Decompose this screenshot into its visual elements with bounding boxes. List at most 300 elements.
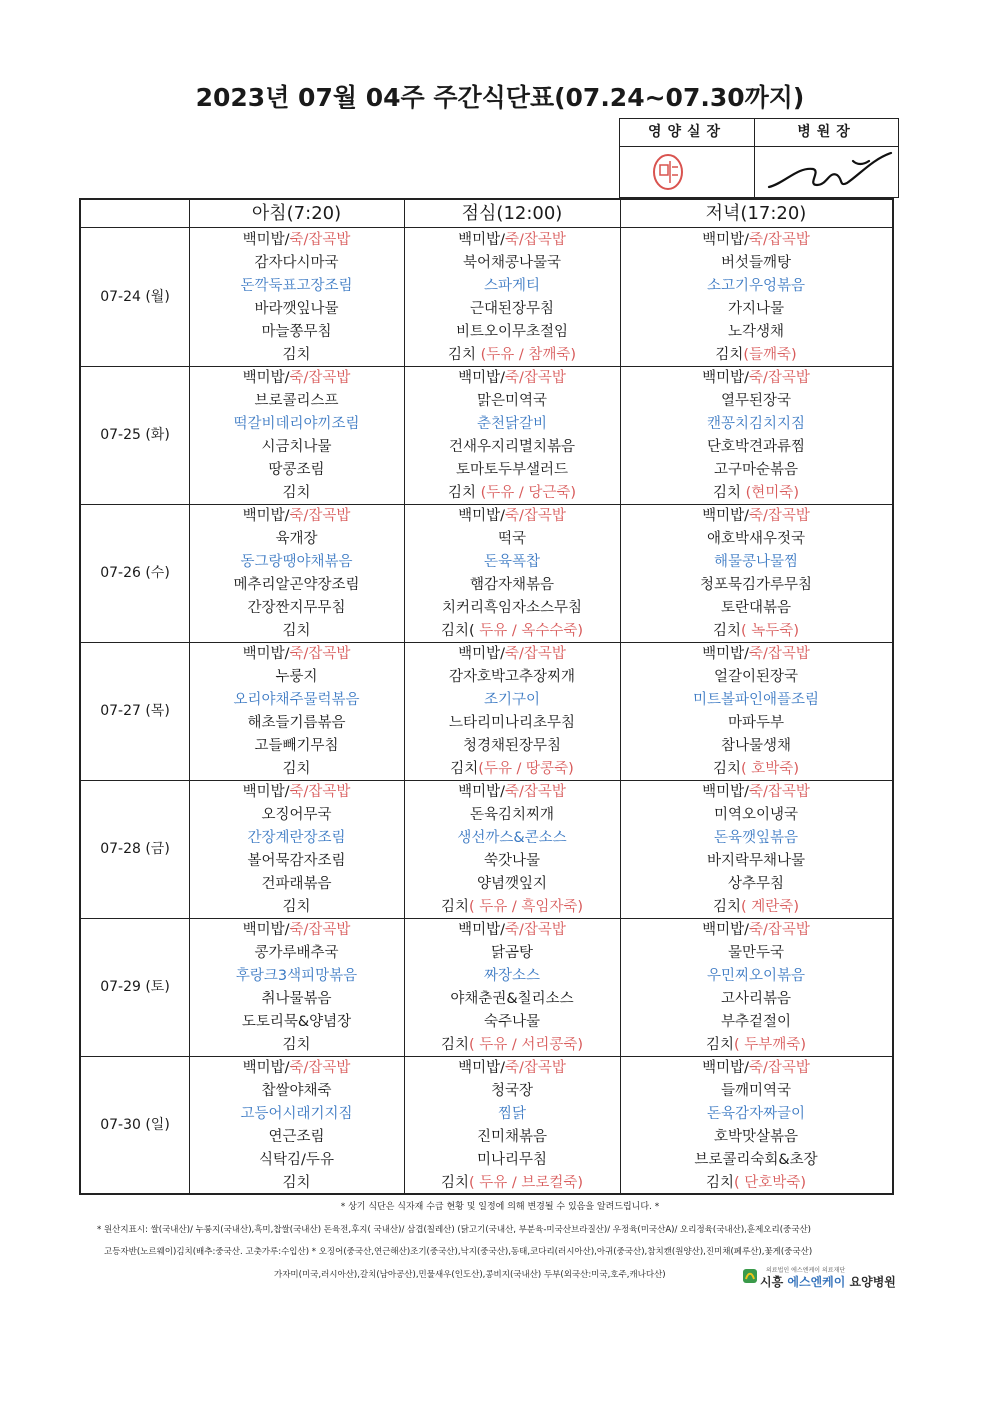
menu-item-text: 백미밥/ (458, 645, 505, 662)
menu-item-note: (두유 / 참깨죽) (480, 346, 577, 363)
header-breakfast: 아침(7:20) (251, 203, 342, 224)
menu-item-text: 부추겉절이 (720, 1013, 792, 1030)
menu-item-text: 백미밥/ (458, 369, 505, 386)
menu-item-text: 고등어시래기지짐 (240, 1105, 353, 1122)
menu-item-note: 죽/잡곡밥 (289, 645, 351, 662)
menu-item (456, 322, 568, 342)
menu-item-text: 돈육깻잎볶음 (713, 829, 799, 846)
menu-item-text: 고구마순볶음 (713, 461, 799, 478)
menu-item (702, 644, 810, 664)
menu-item-note: 죽/잡곡밥 (748, 783, 810, 800)
menu-item-note: 죽/잡곡밥 (748, 507, 810, 524)
day-date: 07-24 (월) (100, 289, 170, 305)
menu-item (282, 621, 310, 641)
header-lunch: 점심(12:00) (461, 203, 563, 224)
menu-item-text: 고사리볶음 (720, 990, 792, 1007)
menu-item (707, 851, 805, 871)
menu-item (450, 989, 573, 1009)
menu-item (261, 437, 331, 457)
menu-item-note: 죽/잡곡밥 (504, 507, 566, 524)
menu-item-note: 죽/잡곡밥 (289, 369, 351, 386)
menu-item-text: 김치 (706, 1036, 735, 1053)
menu-item-text: 백미밥/ (702, 231, 749, 248)
menu-item-text: 김치 (440, 1036, 469, 1053)
menu-item (268, 460, 324, 480)
menu-item (477, 414, 547, 434)
menu-item (247, 851, 345, 871)
menu-item (721, 989, 791, 1009)
menu-item-text: 조기구이 (483, 691, 541, 708)
menu-item (458, 368, 566, 388)
menu-item-note: 죽/잡곡밥 (748, 921, 810, 938)
menu-item (700, 575, 812, 595)
lunch-cell (404, 504, 620, 642)
menu-item-text: 도토리묵&양념장 (241, 1013, 352, 1030)
menu-item-text: 돈육감자짜글이 (706, 1105, 806, 1122)
menu-item-note: 두유 / 옥수수죽) (474, 622, 584, 639)
menu-item-text: 오징어무국 (261, 806, 332, 823)
menu-item (254, 299, 338, 319)
menu-item-note: ( 두부깨죽) (734, 1036, 806, 1053)
breakfast-cell (189, 228, 404, 366)
menu-item-text: 야채춘권&칠리소스 (450, 990, 574, 1007)
menu-item-text: 미역오이냉국 (713, 806, 799, 823)
menu-item-text: 간장짠지무무침 (247, 599, 346, 616)
menu-item (247, 598, 345, 618)
menu-item (243, 368, 351, 388)
menu-item (721, 1081, 791, 1101)
menu-item (721, 736, 791, 756)
menu-item (261, 1081, 331, 1101)
day-row (81, 642, 892, 781)
logo-title-b: 에스엔케이 (787, 1275, 846, 1289)
menu-item-text: 김치 (447, 484, 481, 501)
menu-item-text: 미나리무침 (476, 1151, 548, 1168)
menu-item (694, 1150, 817, 1170)
day-row (81, 228, 892, 367)
menu-item (463, 253, 561, 273)
menu-item-text: 햄감자채볶음 (469, 576, 555, 593)
menu-item (470, 575, 554, 595)
menu-item (477, 1150, 547, 1170)
lunch-cell (404, 1056, 620, 1194)
menu-item-text: 단호박견과류찜 (706, 438, 806, 455)
menu-item-text: 김치 (713, 484, 746, 501)
menu-item-text: 떡갈비데리야끼조림 (233, 415, 360, 432)
menu-item-text: 느타리미나리초무침 (448, 714, 576, 731)
menu-item (441, 621, 583, 641)
menu-item (261, 989, 331, 1009)
menu-item (259, 1150, 334, 1170)
menu-item-note: (들깨죽) (743, 346, 797, 363)
menu-item (714, 1127, 798, 1147)
lunch-cell (404, 642, 620, 780)
menu-item-text: 물만두국 (727, 944, 785, 961)
menu-item-text: 백미밥/ (242, 783, 290, 800)
menu-item-text: 돈깍둑표고장조림 (240, 277, 353, 294)
menu-item-text: 닭곰탕 (490, 944, 534, 961)
menu-item-text: 메추리알곤약장조림 (233, 576, 360, 593)
menu-item-text: 땅콩조림 (268, 461, 325, 478)
menu-item (458, 506, 566, 526)
menu-item-text: 백미밥/ (702, 783, 749, 800)
menu-item (458, 644, 566, 664)
menu-item-text: 춘천닭갈비 (476, 415, 548, 432)
menu-item-text: 김치 (440, 898, 469, 915)
menu-item-note: 죽/잡곡밥 (748, 231, 810, 248)
menu-item-note: ( 단호박죽) (734, 1174, 806, 1191)
day-row (81, 918, 892, 1057)
menu-item-text: 김치 (282, 622, 311, 639)
menu-item (243, 230, 351, 250)
menu-item (721, 391, 791, 411)
menu-item-text: 브로콜리숙회&초장 (694, 1151, 818, 1168)
menu-item (243, 1058, 351, 1078)
menu-item-text: 해초들기름볶음 (247, 714, 346, 731)
menu-item (713, 621, 799, 641)
menu-item (491, 1081, 533, 1101)
menu-item (491, 943, 533, 963)
menu-item (713, 483, 799, 503)
menu-item-note: 죽/잡곡밥 (289, 1059, 351, 1076)
menu-item-text: 해물콩나물찜 (713, 553, 799, 570)
menu-item-note: ( 호박죽) (741, 760, 799, 777)
menu-item-text: 돈육김치찌개 (469, 806, 555, 823)
menu-item (282, 345, 310, 365)
menu-item-text: 백미밥/ (458, 783, 505, 800)
menu-item (448, 483, 576, 503)
dinner-cell (620, 1056, 892, 1194)
menu-item-text: 브로콜리스프 (254, 392, 339, 409)
menu-item-text: 짜장소스 (483, 967, 541, 984)
menu-item (254, 736, 338, 756)
breakfast-cell (189, 918, 404, 1056)
dinner-cell (620, 366, 892, 504)
menu-item (470, 805, 554, 825)
director-signature (755, 147, 898, 197)
menu-item-text: 콩가루배추국 (254, 944, 339, 961)
menu-item-text: 미트볼파인애플조림 (692, 691, 820, 708)
logo-title (760, 1273, 896, 1290)
menu-item-text: 김치 (447, 346, 481, 363)
menu-item (713, 759, 799, 779)
day-date: 07-26 (수) (100, 565, 170, 581)
menu-item-text: 백미밥/ (702, 1059, 749, 1076)
logo-title-a: 시흥 (760, 1275, 788, 1289)
breakfast-cell (189, 780, 404, 918)
day-date: 07-29 (토) (100, 979, 170, 995)
breakfast-cell (189, 366, 404, 504)
menu-item (456, 460, 568, 480)
menu-item-note: 죽/잡곡밥 (504, 783, 566, 800)
breakfast-cell (189, 642, 404, 780)
menu-item-text: 김치 (713, 760, 742, 777)
menu-item (706, 1173, 806, 1193)
menu-item-note: (현미죽) (745, 484, 799, 501)
menu-item-text: 백미밥/ (242, 921, 290, 938)
menu-item-text: 버섯들깨탕 (720, 254, 792, 271)
menu-item-text: 김치 (713, 622, 742, 639)
menu-item-text: 백미밥/ (702, 645, 749, 662)
menu-item-text: 백미밥/ (702, 369, 749, 386)
breakfast-cell (189, 504, 404, 642)
menu-item (233, 690, 359, 710)
menu-item-note: ( 두유 / 서리콩죽) (468, 1036, 584, 1053)
menu-item-text: 떡국 (497, 530, 526, 547)
stamp-icon (620, 147, 753, 195)
menu-item (236, 966, 357, 986)
menu-item (728, 299, 784, 319)
menu-item (702, 230, 810, 250)
menu-item (441, 1035, 583, 1055)
menu-item (282, 897, 310, 917)
menu-item (707, 276, 805, 296)
day-row (81, 366, 892, 505)
menu-item-text: 가지나물 (727, 300, 785, 317)
menu-item (707, 1104, 805, 1124)
day-row (81, 780, 892, 919)
menu-item (442, 598, 582, 618)
menu-item (702, 368, 810, 388)
menu-item (714, 805, 798, 825)
origin-line-3: 가자미(미국,러시아산),갈치(남아공산),민물새우(인도산),콩비지(국내산) 두부(외국산:미국,호주,캐나다산) (274, 1270, 666, 1280)
menu-item (721, 598, 791, 618)
menu-item (702, 1058, 810, 1078)
menu-item (484, 690, 540, 710)
menu-item (484, 851, 540, 871)
menu-item-text: 스파게티 (483, 277, 541, 294)
menu-item-text: 감자호박고추장찌개 (448, 668, 576, 685)
menu-item (728, 874, 784, 894)
menu-item-text: 백미밥/ (242, 1059, 290, 1076)
menu-item (714, 828, 798, 848)
menu-item (275, 667, 317, 687)
menu-item (715, 345, 796, 365)
approval-box (619, 118, 899, 198)
menu-item (240, 552, 352, 572)
menu-item-text: 청경채된장무침 (462, 737, 562, 754)
menu-item-text: 누룽지 (275, 668, 318, 685)
day-row (81, 1056, 892, 1194)
menu-item (441, 1173, 583, 1193)
menu-item-text: 감자다시마국 (254, 254, 339, 271)
menu-item-text: 건새우지리멸치볶음 (448, 438, 576, 455)
menu-item (261, 805, 331, 825)
logo-title-c: 요양병원 (845, 1275, 896, 1289)
menu-item (441, 897, 583, 917)
day-date: 07-28 (금) (100, 841, 170, 857)
menu-item (714, 460, 798, 480)
menu-item-note: 죽/잡곡밥 (289, 507, 351, 524)
menu-item-text: 청국장 (490, 1082, 534, 1099)
menu-item-note: 죽/잡곡밥 (289, 921, 351, 938)
menu-item-text: 백미밥/ (458, 507, 505, 524)
menu-item (721, 253, 791, 273)
menu-item (707, 966, 805, 986)
menu-item-note: 죽/잡곡밥 (504, 645, 566, 662)
breakfast-cell (189, 1056, 404, 1194)
hospital-director-label: 병원장 (755, 119, 898, 147)
menu-item (707, 529, 805, 549)
lunch-cell (404, 366, 620, 504)
menu-item-text: 마늘쫑무침 (261, 323, 332, 340)
menu-item-note: (두유 / 당근죽) (480, 484, 577, 501)
menu-item-text: 열무된장국 (720, 392, 792, 409)
menu-item (477, 391, 547, 411)
menu-item (721, 1012, 791, 1032)
menu-item-note: 죽/잡곡밥 (748, 369, 810, 386)
header-blank (81, 200, 189, 227)
menu-item-text: 비트오이무초절임 (455, 323, 569, 340)
menu-item-text: 마파두부 (727, 714, 785, 731)
menu-item-text: 얼갈이된장국 (713, 668, 799, 685)
menu-item-text: 김치 (715, 346, 744, 363)
menu-item-text: 백미밥/ (242, 645, 290, 662)
menu-item-note: ( 두유 / 브로컬죽) (468, 1174, 584, 1191)
menu-item-text: 백미밥/ (242, 231, 290, 248)
menu-item-text: 김치( (440, 622, 475, 639)
menu-item-text: 김치 (440, 1174, 469, 1191)
signature-icon (755, 147, 896, 195)
menu-item-text: 백미밥/ (242, 507, 290, 524)
menu-item (275, 529, 317, 549)
menu-item-text: 참나물생채 (720, 737, 792, 754)
menu-item (448, 345, 576, 365)
change-notice: * 상기 식단은 식자재 수급 현황 및 일정에 의해 변경될 수 있음을 알려드립니다. * (340, 1202, 660, 1212)
menu-item-text: 청포묵김가루무침 (699, 576, 813, 593)
menu-item-text: 쑥갓나물 (483, 852, 541, 869)
lunch-cell (404, 228, 620, 366)
menu-item-note: 죽/잡곡밥 (289, 783, 351, 800)
dinner-cell (620, 228, 892, 366)
menu-item-note: ( 녹두죽) (741, 622, 799, 639)
menu-item-text: 소고기우엉볶음 (706, 277, 806, 294)
menu-item-text: 김치 (713, 898, 742, 915)
menu-item-text: 동그랑땡야채볶음 (240, 553, 353, 570)
day-row (81, 504, 892, 643)
menu-item (261, 322, 331, 342)
lunch-cell (404, 918, 620, 1056)
menu-item-text: 식탁김/두유 (259, 1151, 334, 1168)
day-date: 07-30 (일) (100, 1117, 170, 1133)
menu-item-text: 들깨미역국 (720, 1082, 792, 1099)
menu-item-text: 진미채볶음 (476, 1128, 548, 1145)
menu-item (268, 1127, 324, 1147)
menu-item-text: 오리야채주물럭볶음 (233, 691, 360, 708)
menu-item-text: 볼어묵감자조림 (247, 852, 346, 869)
menu-item-text: 캔꽁치김치지짐 (706, 415, 806, 432)
menu-item-text: 토란대볶음 (720, 599, 792, 616)
menu-item-text: 백미밥/ (702, 507, 749, 524)
menu-item-text: 김치 (282, 1174, 311, 1191)
menu-item (498, 529, 526, 549)
menu-item-note: (두유 / 땅콩죽) (478, 760, 574, 777)
menu-item (261, 874, 331, 894)
menu-item-text: 김치 (282, 484, 311, 501)
menu-item-note: ( 계란죽) (741, 898, 799, 915)
lunch-cell (404, 780, 620, 918)
menu-item-text: 백미밥/ (702, 921, 749, 938)
menu-item (243, 920, 351, 940)
menu-item (233, 414, 359, 434)
menu-item-text: 후랑크3색피망볶음 (235, 967, 358, 984)
nutrition-stamp (620, 147, 755, 197)
menu-item (463, 736, 561, 756)
menu-item (458, 230, 566, 250)
menu-item (242, 1012, 351, 1032)
origin-line-2: 고등자반(노르웨이)김치(배추:중국산. 고춧가루:수입산) * 오징어(중국산,연근해산)조기(중국산),낙지(중국산),동태,코다리(러시아산),아귀(중국산),참치캔(원양산),진미채(페루산),꽃게(중국산) (104, 1247, 813, 1257)
menu-item (254, 391, 338, 411)
menu-item-text: 찜닭 (497, 1105, 526, 1122)
menu-item-text: 우민찌오이볶음 (706, 967, 806, 984)
menu-item-note: 죽/잡곡밥 (748, 1059, 810, 1076)
page-title: 2023년 07월 04주 주간식단표(07.24~07.30까지) (195, 83, 805, 112)
menu-item-text: 근대된장무침 (469, 300, 555, 317)
menu-item-text: 김치 (282, 346, 311, 363)
menu-item-note: 죽/잡곡밥 (504, 1059, 566, 1076)
menu-item (484, 552, 540, 572)
menu-item (498, 1104, 526, 1124)
menu-item-text: 돈육폭찹 (483, 553, 541, 570)
dinner-cell (620, 642, 892, 780)
menu-item-text: 호박맛살볶음 (713, 1128, 799, 1145)
dinner-cell (620, 918, 892, 1056)
menu-item (693, 690, 819, 710)
menu-item (233, 575, 359, 595)
menu-item-text: 바지락무채나물 (706, 852, 806, 869)
menu-item-text: 김치 (450, 760, 479, 777)
menu-item-text: 맑은미역국 (476, 392, 548, 409)
menu-item (243, 506, 351, 526)
menu-item (707, 437, 805, 457)
origin-line-1: * 원산지표시: 쌀(국내산)/ 누룽지(국내산),흑미,찹쌀(국내산) 돈육전,후지( 국내산)/ 삼겹(칠레산) (닭고기(국내산, 부분육-미국산브라질산)/ 우정육(미국산A)/ 오리정육(국내산),훈제오리(중국산) (97, 1225, 811, 1235)
menu-item (484, 1012, 540, 1032)
day-date: 07-27 (목) (100, 703, 170, 719)
menu-item-text: 간장계란장조림 (247, 829, 346, 846)
menu-item (728, 322, 784, 342)
menu-item (282, 1035, 310, 1055)
day-rows (81, 228, 892, 1193)
dinner-cell (620, 780, 892, 918)
menu-item (706, 1035, 806, 1055)
menu-item-text: 찹쌀야채죽 (261, 1082, 332, 1099)
menu-item (702, 920, 810, 940)
menu-item-text: 양념깻잎지 (476, 875, 548, 892)
menu-item (484, 966, 540, 986)
menu-item (450, 759, 573, 779)
menu-item-text: 바라깻잎나물 (254, 300, 339, 317)
menu-item-text: 생선까스&콘소스 (457, 829, 567, 846)
menu-item-text: 상추무침 (727, 875, 785, 892)
menu-item (247, 828, 345, 848)
menu-item (457, 828, 566, 848)
menu-item (449, 437, 575, 457)
menu-item-note: 죽/잡곡밥 (748, 645, 810, 662)
menu-item (477, 1127, 547, 1147)
menu-item-text: 김치 (706, 1174, 735, 1191)
menu-item (728, 943, 784, 963)
menu-item (254, 943, 338, 963)
menu-item (282, 483, 310, 503)
menu-item (282, 1173, 310, 1193)
menu-item-text: 북어채콩나물국 (462, 254, 562, 271)
menu-item-text: 애호박새우젓국 (706, 530, 806, 547)
menu-item-note: 죽/잡곡밥 (504, 369, 566, 386)
menu-item (728, 713, 784, 733)
menu-item (714, 667, 798, 687)
menu-item-text: 백미밥/ (458, 921, 505, 938)
menu-item (247, 713, 345, 733)
